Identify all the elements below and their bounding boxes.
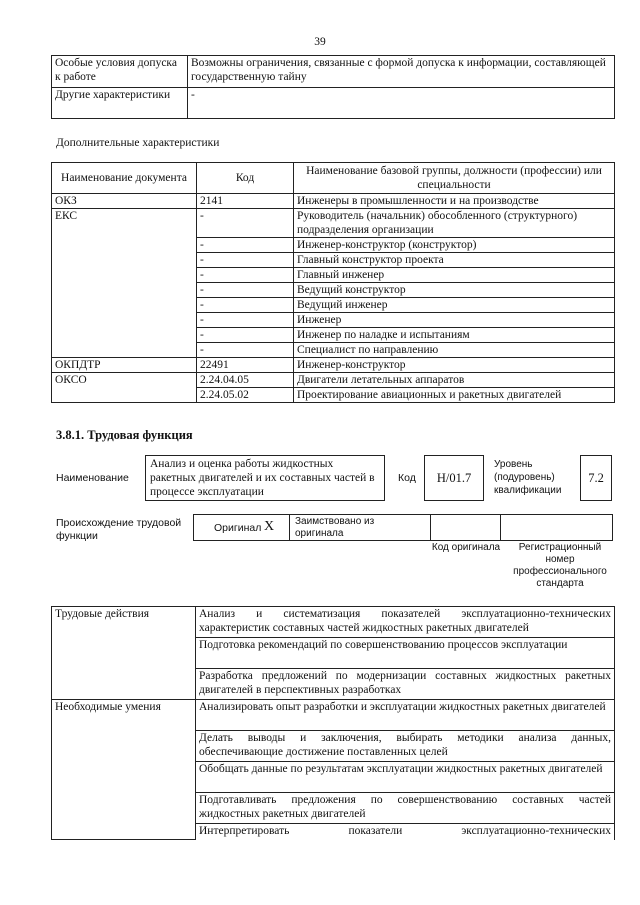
table-header-row — [52, 163, 615, 194]
divider — [289, 515, 290, 540]
duty-item: Делать выводы и заключения, выбирать методики анализа данных, обеспечивающие достижение поставленных целей — [196, 731, 615, 762]
header-doc: Наименование документа — [52, 163, 197, 194]
name-cell: Двигатели летательных аппаратов — [294, 373, 615, 388]
name-cell: Специалист по направлению — [294, 343, 615, 358]
duty-category: Трудовые действия — [52, 607, 196, 700]
table-row — [52, 56, 615, 88]
origin-box — [193, 514, 613, 541]
level-label: Уровень (подуровень) квалификации — [494, 459, 562, 496]
name-cell: Инженеры в промышленности и на производстве — [294, 194, 615, 209]
duty-item: Разработка предложений по модернизации составных жидкостных ракетных двигателей в перспективных разработках — [196, 669, 615, 700]
conditions-table — [51, 55, 615, 119]
table-row — [52, 358, 615, 373]
page-number: 39 — [314, 36, 326, 48]
code-cell: - — [197, 343, 294, 358]
condition-value: - — [188, 88, 615, 119]
duty-item: Анализировать опыт разработки и эксплуатации жидкостных ракетных двигателей — [196, 700, 615, 731]
code-cell: 2.24.05.02 — [197, 388, 294, 403]
divider — [430, 515, 431, 540]
condition-label: Особые условия допуска к работе — [52, 56, 188, 88]
table-row — [52, 88, 615, 119]
reg-number-caption: Регистрационный номер профессионального стандарта — [513, 542, 607, 589]
doc-cell: ОКЗ — [52, 194, 197, 209]
name-cell: Проектирование авиационных и ракетных двигателей — [294, 388, 615, 403]
original-mark: X — [264, 519, 275, 534]
section-title: 3.8.1. Трудовая функция — [56, 428, 193, 442]
borrowed-label: Заимствовано из оригинала — [295, 516, 375, 539]
name-cell: Инженер-конструктор (конструктор) — [294, 238, 615, 253]
name-cell: Инженер по наладке и испытаниям — [294, 328, 615, 343]
origin-label: Происхождение трудовой функции — [56, 517, 182, 542]
condition-label: Другие характеристики — [52, 88, 188, 119]
duty-item: Обобщать данные по результатам эксплуатации жидкостных ракетных двигателей — [196, 762, 615, 793]
function-name-label: Наименование — [56, 472, 129, 484]
doc-cell: ОКПДТР — [52, 358, 197, 373]
table-row — [52, 194, 615, 209]
function-code-value: H/01.7 — [424, 455, 484, 501]
duty-item: Подготовка рекомендаций по совершенствованию процессов эксплуатации — [196, 638, 615, 669]
code-original-caption: Код оригинала — [431, 542, 501, 553]
header-code: Код — [197, 163, 294, 194]
code-cell: 2141 — [197, 194, 294, 209]
header-name: Наименование базовой группы, должности (профессии) или специальности — [294, 163, 615, 194]
name-cell: Ведущий инженер — [294, 298, 615, 313]
doc-cell: ЕКС — [52, 209, 197, 358]
duties-table — [51, 606, 615, 840]
original-label: Оригинал — [214, 522, 262, 534]
code-cell: 2.24.04.05 — [197, 373, 294, 388]
code-cell: - — [197, 313, 294, 328]
name-cell: Главный конструктор проекта — [294, 253, 615, 268]
table-row — [52, 607, 615, 638]
name-cell: Инженер-конструктор — [294, 358, 615, 373]
name-cell: Ведущий конструктор — [294, 283, 615, 298]
code-cell: - — [197, 238, 294, 253]
code-cell: - — [197, 283, 294, 298]
code-cell: - — [197, 268, 294, 283]
level-value: 7.2 — [580, 455, 612, 501]
function-code-label: Код — [398, 472, 416, 484]
name-cell: Главный инженер — [294, 268, 615, 283]
duty-item: Интерпретировать показатели эксплуатационно-технических — [196, 824, 615, 840]
extra-table — [51, 162, 615, 403]
duty-category: Необходимые умения — [52, 700, 196, 840]
name-cell: Руководитель (начальник) обособленного (структурного) подразделения организации — [294, 209, 615, 238]
table-row — [52, 209, 615, 238]
code-cell: - — [197, 298, 294, 313]
table-row — [52, 373, 615, 388]
code-cell: 22491 — [197, 358, 294, 373]
duty-item: Анализ и систематизация показателей эксплуатационно-технических характеристик составных частей жидкостных ракетных двигателей — [196, 607, 615, 638]
code-cell: - — [197, 209, 294, 238]
doc-cell: ОКСО — [52, 373, 197, 403]
function-name-value: Анализ и оценка работы жидкостных ракетных двигателей и их составных частей в процессе эксплуатации — [145, 455, 385, 501]
duty-item: Подготавливать предложения по совершенствованию составных частей жидкостных ракетных двигателей — [196, 793, 615, 824]
divider — [500, 515, 501, 540]
condition-value: Возможны ограничения, связанные с формой допуска к информации, составляющей государственную тайну — [188, 56, 615, 88]
code-cell: - — [197, 328, 294, 343]
extra-title: Дополнительные характеристики — [56, 137, 220, 149]
table-row — [52, 700, 615, 731]
code-cell: - — [197, 253, 294, 268]
name-cell: Инженер — [294, 313, 615, 328]
